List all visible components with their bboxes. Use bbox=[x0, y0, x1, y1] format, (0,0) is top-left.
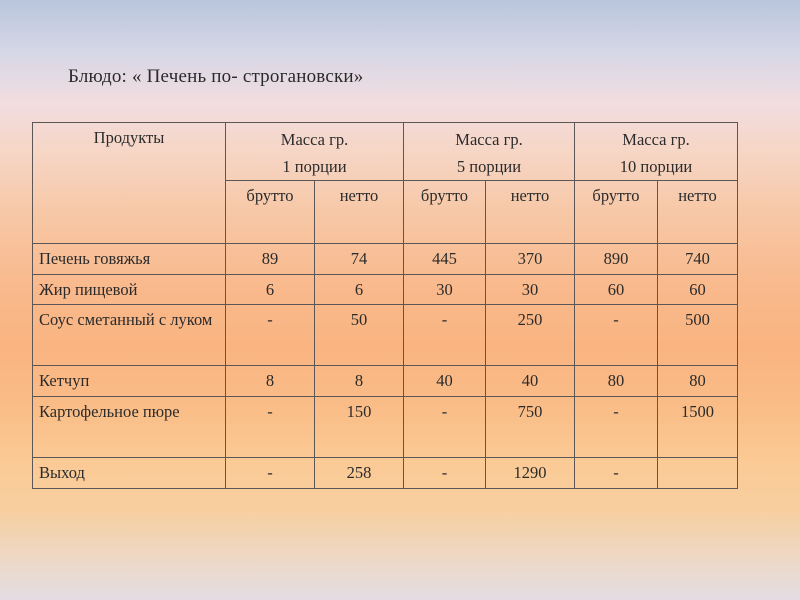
header-mass-1-portion bbox=[226, 123, 404, 181]
table-row bbox=[33, 397, 738, 458]
cell-value: - bbox=[404, 305, 486, 366]
header-portion-label: 5 порции bbox=[456, 157, 522, 176]
table-row bbox=[33, 244, 738, 275]
cell-value: - bbox=[404, 458, 486, 489]
cell-value: - bbox=[226, 397, 315, 458]
cell-value: 40 bbox=[404, 366, 486, 397]
cell-value: 1290 bbox=[486, 458, 575, 489]
cell-value: 445 bbox=[404, 244, 486, 275]
cell-value: - bbox=[575, 397, 658, 458]
cell-value: 750 bbox=[486, 397, 575, 458]
header-mass-label: Масса гр. bbox=[455, 130, 523, 149]
cell-value: 30 bbox=[486, 275, 575, 305]
header-mass-label: Масса гр. bbox=[280, 130, 349, 149]
cell-value: - bbox=[226, 458, 315, 489]
table-row bbox=[33, 458, 738, 489]
subheader-brutto: брутто bbox=[404, 181, 486, 244]
cell-value: 74 bbox=[315, 244, 404, 275]
subheader-netto: нетто bbox=[486, 181, 575, 244]
cell-value bbox=[658, 458, 738, 489]
row-name: Кетчуп bbox=[33, 366, 226, 397]
ingredients-table bbox=[32, 122, 738, 489]
cell-value: - bbox=[575, 458, 658, 489]
cell-value: 150 bbox=[315, 397, 404, 458]
cell-value: 80 bbox=[575, 366, 658, 397]
cell-value: 60 bbox=[575, 275, 658, 305]
cell-value: 60 bbox=[658, 275, 738, 305]
cell-value: 89 bbox=[226, 244, 315, 275]
header-mass-5-portions bbox=[404, 123, 575, 181]
header-portion-label: 10 порции bbox=[619, 157, 693, 176]
cell-value: 740 bbox=[658, 244, 738, 275]
cell-value: 8 bbox=[226, 366, 315, 397]
cell-value: 1500 bbox=[658, 397, 738, 458]
subheader-brutto: брутто bbox=[226, 181, 315, 244]
header-portion-label: 1 порции bbox=[282, 157, 347, 176]
table-row bbox=[33, 275, 738, 305]
cell-value: 6 bbox=[226, 275, 315, 305]
table-row bbox=[33, 305, 738, 366]
header-products: Продукты bbox=[33, 123, 226, 244]
cell-value: 8 bbox=[315, 366, 404, 397]
header-mass-label: Масса гр. bbox=[622, 130, 690, 149]
cell-value: 40 bbox=[486, 366, 575, 397]
cell-value: 80 bbox=[658, 366, 738, 397]
cell-value: 500 bbox=[658, 305, 738, 366]
cell-value: 258 bbox=[315, 458, 404, 489]
row-name: Жир пищевой bbox=[33, 275, 226, 305]
header-mass-10-portions bbox=[575, 123, 738, 181]
cell-value: 6 bbox=[315, 275, 404, 305]
dish-title: Блюдо: « Печень по- строгановски» bbox=[68, 66, 364, 87]
row-name: Соус сметанный с луком bbox=[33, 305, 226, 366]
cell-value: - bbox=[575, 305, 658, 366]
row-name: Картофельное пюре bbox=[33, 397, 226, 458]
row-name: Печень говяжья bbox=[33, 244, 226, 275]
subheader-brutto: брутто bbox=[575, 181, 658, 244]
cell-value: 250 bbox=[486, 305, 575, 366]
table-row bbox=[33, 366, 738, 397]
cell-value: - bbox=[404, 397, 486, 458]
cell-value: 50 bbox=[315, 305, 404, 366]
subheader-netto: нетто bbox=[315, 181, 404, 244]
cell-value: 370 bbox=[486, 244, 575, 275]
cell-value: 890 bbox=[575, 244, 658, 275]
subheader-netto: нетто bbox=[658, 181, 738, 244]
row-name: Выход bbox=[33, 458, 226, 489]
cell-value: 30 bbox=[404, 275, 486, 305]
cell-value: - bbox=[226, 305, 315, 366]
